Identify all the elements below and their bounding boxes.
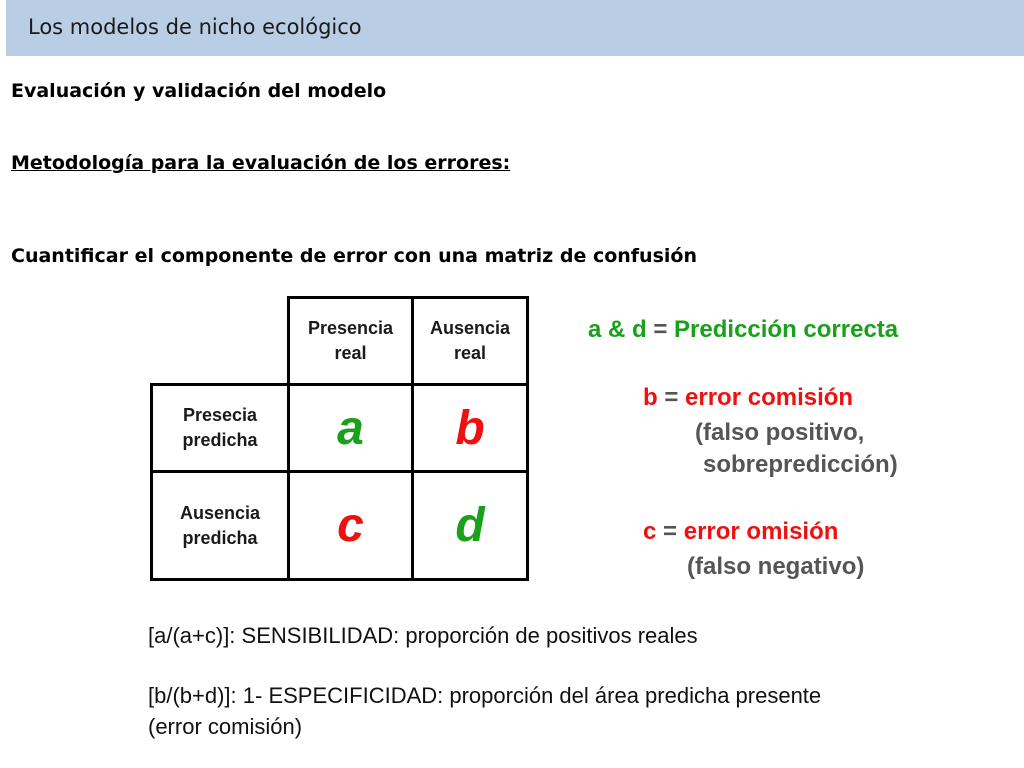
header-presence-line2: real [334, 343, 367, 363]
quantify-text: Cuantificar el componente de error con una matriz de confusión [11, 245, 697, 267]
legend-b-equals: = [657, 384, 686, 411]
row-presence-predicted [150, 383, 290, 473]
header-presence-real [287, 296, 414, 386]
row-absence-line2: predicha [182, 527, 258, 548]
confusion-matrix [150, 296, 529, 581]
legend-b-letter: b [643, 384, 658, 411]
header-presence-line1: Presencia [307, 318, 394, 338]
row-presence-line2: predicha [182, 430, 258, 450]
legend-c-equals: = [656, 518, 684, 545]
sensitivity-formula: [a/(a+c)]: SENSIBILIDAD: proporción de positivos reales [148, 623, 698, 648]
header-absence-real [411, 296, 529, 386]
legend-commission-note1: (falso positivo, [695, 419, 865, 446]
legend-commission [643, 384, 853, 412]
legend-c-letter: c [643, 518, 657, 545]
cell-c: c [287, 470, 414, 581]
specificity-formula: [b/(b+d)]: 1- ESPECIFICIDAD: proporción del área predicha presente [148, 683, 822, 708]
methodology-heading: Metodología para la evaluación de los errores: [11, 152, 511, 174]
cell-b: b [411, 383, 529, 473]
slide-title: Los modelos de nicho ecológico [28, 15, 362, 39]
legend-ad-equals: = [646, 316, 675, 343]
legend-commission-note2: sobrepredicción) [703, 451, 898, 478]
legend-omission-note: (falso negativo) [687, 553, 865, 580]
legend-c-text: error omisión [683, 518, 839, 545]
specificity-formula-note: (error comisión) [148, 714, 303, 739]
legend-ad-text: Predicción correcta [674, 316, 899, 343]
header-absence-line2: real [453, 343, 486, 363]
title-bar [0, 0, 1024, 56]
header-absence-line1: Ausencia [429, 318, 511, 338]
row-presence-line1: Presecia [182, 405, 258, 425]
section-heading: Evaluación y validación del modelo [11, 80, 387, 102]
legend-omission [643, 518, 838, 546]
cell-a: a [287, 383, 414, 473]
row-absence-predicted [150, 470, 290, 581]
legend-correct [588, 316, 898, 344]
legend-b-text: error comisión [685, 384, 854, 411]
row-absence-line1: Ausencia [179, 502, 261, 523]
title-bar-accent [0, 0, 6, 56]
legend-ad-letters: a & d [588, 316, 647, 343]
cell-d: d [411, 470, 529, 581]
